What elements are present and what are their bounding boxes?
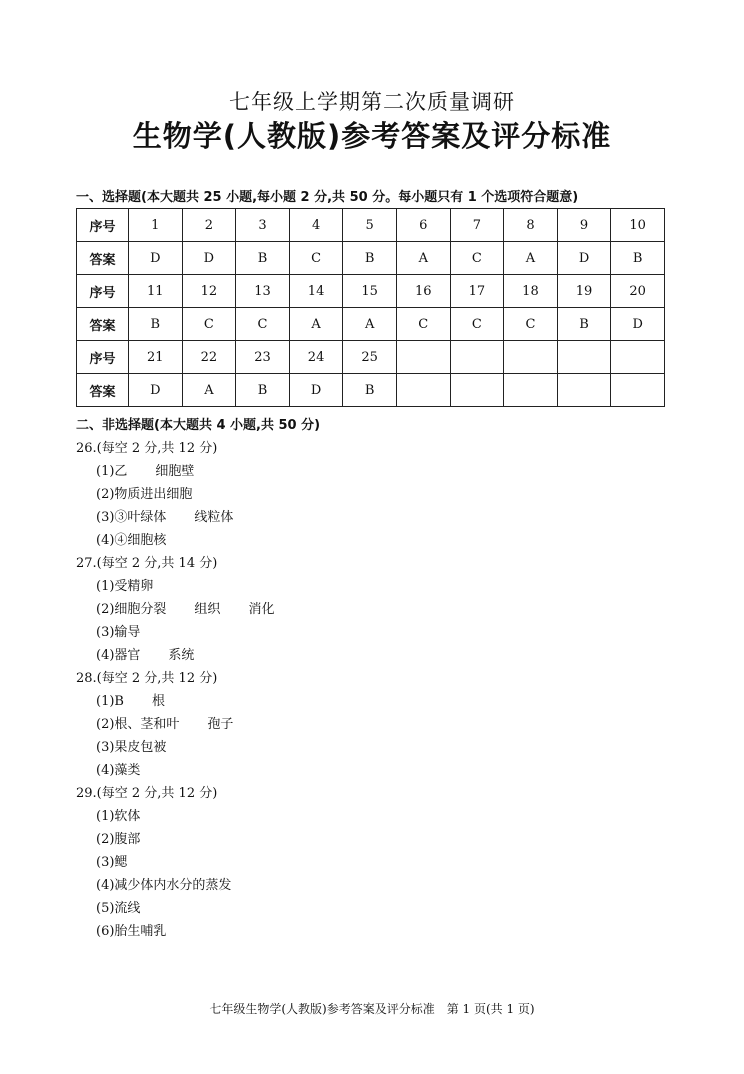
table-cell: B [343,242,397,275]
answer-text: 孢子 [207,717,234,732]
table-cell: 1 [129,209,183,242]
answer-text: (2)根、茎和叶 [96,717,180,732]
answer-text: 系统 [168,648,195,663]
answer-line [76,506,676,529]
answer-line [76,874,676,897]
table-cell: 16 [396,275,450,308]
table-cell: 7 [450,209,504,242]
table-cell [396,341,450,374]
table-cell: 6 [396,209,450,242]
answer-line [76,805,676,828]
page-footer: 七年级生物学(人教版)参考答案及评分标准 第 1 页(共 1 页) [209,1002,535,1016]
answer-text: (2)物质进出细胞 [96,487,193,502]
answer-text: (3)果皮包被 [96,740,167,755]
answer-text: (1)受精卵 [96,579,154,594]
answer-text: (4)藻类 [96,763,141,778]
table-cell: 8 [504,209,558,242]
page-subtitle: 七年级上学期第二次质量调研 [229,90,515,114]
table-row-label: 序号 [77,275,129,308]
answer-line [76,736,676,759]
answer-line [76,851,676,874]
table-answer-row [77,308,665,341]
table-cell: 20 [611,275,665,308]
table-cell: 4 [289,209,343,242]
answer-line [76,759,676,782]
table-answer-row [77,242,665,275]
table-cell: 14 [289,275,343,308]
answer-line [76,690,676,713]
table-cell [557,341,611,374]
table-cell [396,374,450,407]
answer-text: (4)④细胞核 [96,533,167,548]
table-cell: D [611,308,665,341]
table-cell: C [396,308,450,341]
table-cell: D [129,242,183,275]
answer-text: (3)输导 [96,625,141,640]
question-header: 29.(每空 2 分,共 12 分) [76,786,218,801]
table-cell: 15 [343,275,397,308]
question-header: 28.(每空 2 分,共 12 分) [76,671,218,686]
table-cell [557,374,611,407]
answer-line [76,621,676,644]
answer-line [76,529,676,552]
table-cell: A [343,308,397,341]
question-list [76,437,676,943]
table-cell: D [182,242,236,275]
table-cell [450,374,504,407]
table-cell: C [289,242,343,275]
table-cell [611,341,665,374]
answer-text: (4)器官 [96,648,141,663]
answer-line [76,598,676,621]
answer-line [76,644,676,667]
answer-line [76,575,676,598]
table-cell: 3 [236,209,290,242]
table-cell: C [450,308,504,341]
table-cell: B [236,374,290,407]
table-cell: A [504,242,558,275]
section-2-heading: 二、非选择题(本大题共 4 小题,共 50 分) [76,418,321,433]
answer-text: (2)细胞分裂 [96,602,167,617]
answer-line [76,483,676,506]
table-cell: B [343,374,397,407]
table-cell [504,374,558,407]
table-cell: D [289,374,343,407]
table-cell: B [236,242,290,275]
table-cell: A [289,308,343,341]
answer-text: 细胞壁 [155,464,195,479]
table-cell: 19 [557,275,611,308]
table-cell: C [182,308,236,341]
table-cell: B [557,308,611,341]
table-cell: 11 [129,275,183,308]
table-cell: C [236,308,290,341]
page-title: 生物学(人教版)参考答案及评分标准 [132,119,612,153]
table-row-label: 答案 [77,374,129,407]
answer-text: 线粒体 [194,510,234,525]
section-1-heading: 一、选择题(本大题共 25 小题,每小题 2 分,共 50 分。每小题只有 1 个选项符合题意) [76,190,579,205]
table-row-label: 序号 [77,209,129,242]
table-cell: 24 [289,341,343,374]
table-cell: B [129,308,183,341]
answer-table-body [77,209,665,407]
answer-line [76,460,676,483]
table-row-label: 答案 [77,242,129,275]
table-cell: 25 [343,341,397,374]
table-cell [450,341,504,374]
table-cell: 23 [236,341,290,374]
table-cell: A [182,374,236,407]
answer-line [76,713,676,736]
table-answer-row [77,374,665,407]
table-cell: C [450,242,504,275]
answer-text: (1)乙 [96,464,128,479]
table-cell: A [396,242,450,275]
table-cell: 17 [450,275,504,308]
answer-text: 消化 [248,602,275,617]
answer-text: (6)胎生哺乳 [96,924,167,939]
question-header: 27.(每空 2 分,共 14 分) [76,556,218,571]
table-cell: C [504,308,558,341]
table-cell: 22 [182,341,236,374]
answer-text: (5)流线 [96,901,141,916]
table-cell: 2 [182,209,236,242]
table-cell [611,374,665,407]
answer-line [76,828,676,851]
table-cell: 10 [611,209,665,242]
answer-text: (1)B [96,694,124,709]
answer-text: 根 [151,694,165,709]
table-cell: D [129,374,183,407]
table-number-row [77,209,665,242]
table-number-row [77,341,665,374]
table-cell: B [611,242,665,275]
table-cell: 18 [504,275,558,308]
answer-text: (3)鳃 [96,855,128,870]
answer-text: (4)减少体内水分的蒸发 [96,878,232,893]
answer-text: (3)③叶绿体 [96,510,167,525]
answer-text: 组织 [194,602,221,617]
answer-text: (1)软体 [96,809,141,824]
table-cell [504,341,558,374]
table-cell: D [557,242,611,275]
table-row-label: 序号 [77,341,129,374]
answer-line [76,920,676,943]
table-cell: 5 [343,209,397,242]
table-cell: 12 [182,275,236,308]
answer-line [76,897,676,920]
table-cell: 21 [129,341,183,374]
table-row-label: 答案 [77,308,129,341]
answer-text: (2)腹部 [96,832,141,847]
table-cell: 9 [557,209,611,242]
table-cell: 13 [236,275,290,308]
answer-table [76,208,665,407]
table-number-row [77,275,665,308]
question-header: 26.(每空 2 分,共 12 分) [76,441,218,456]
